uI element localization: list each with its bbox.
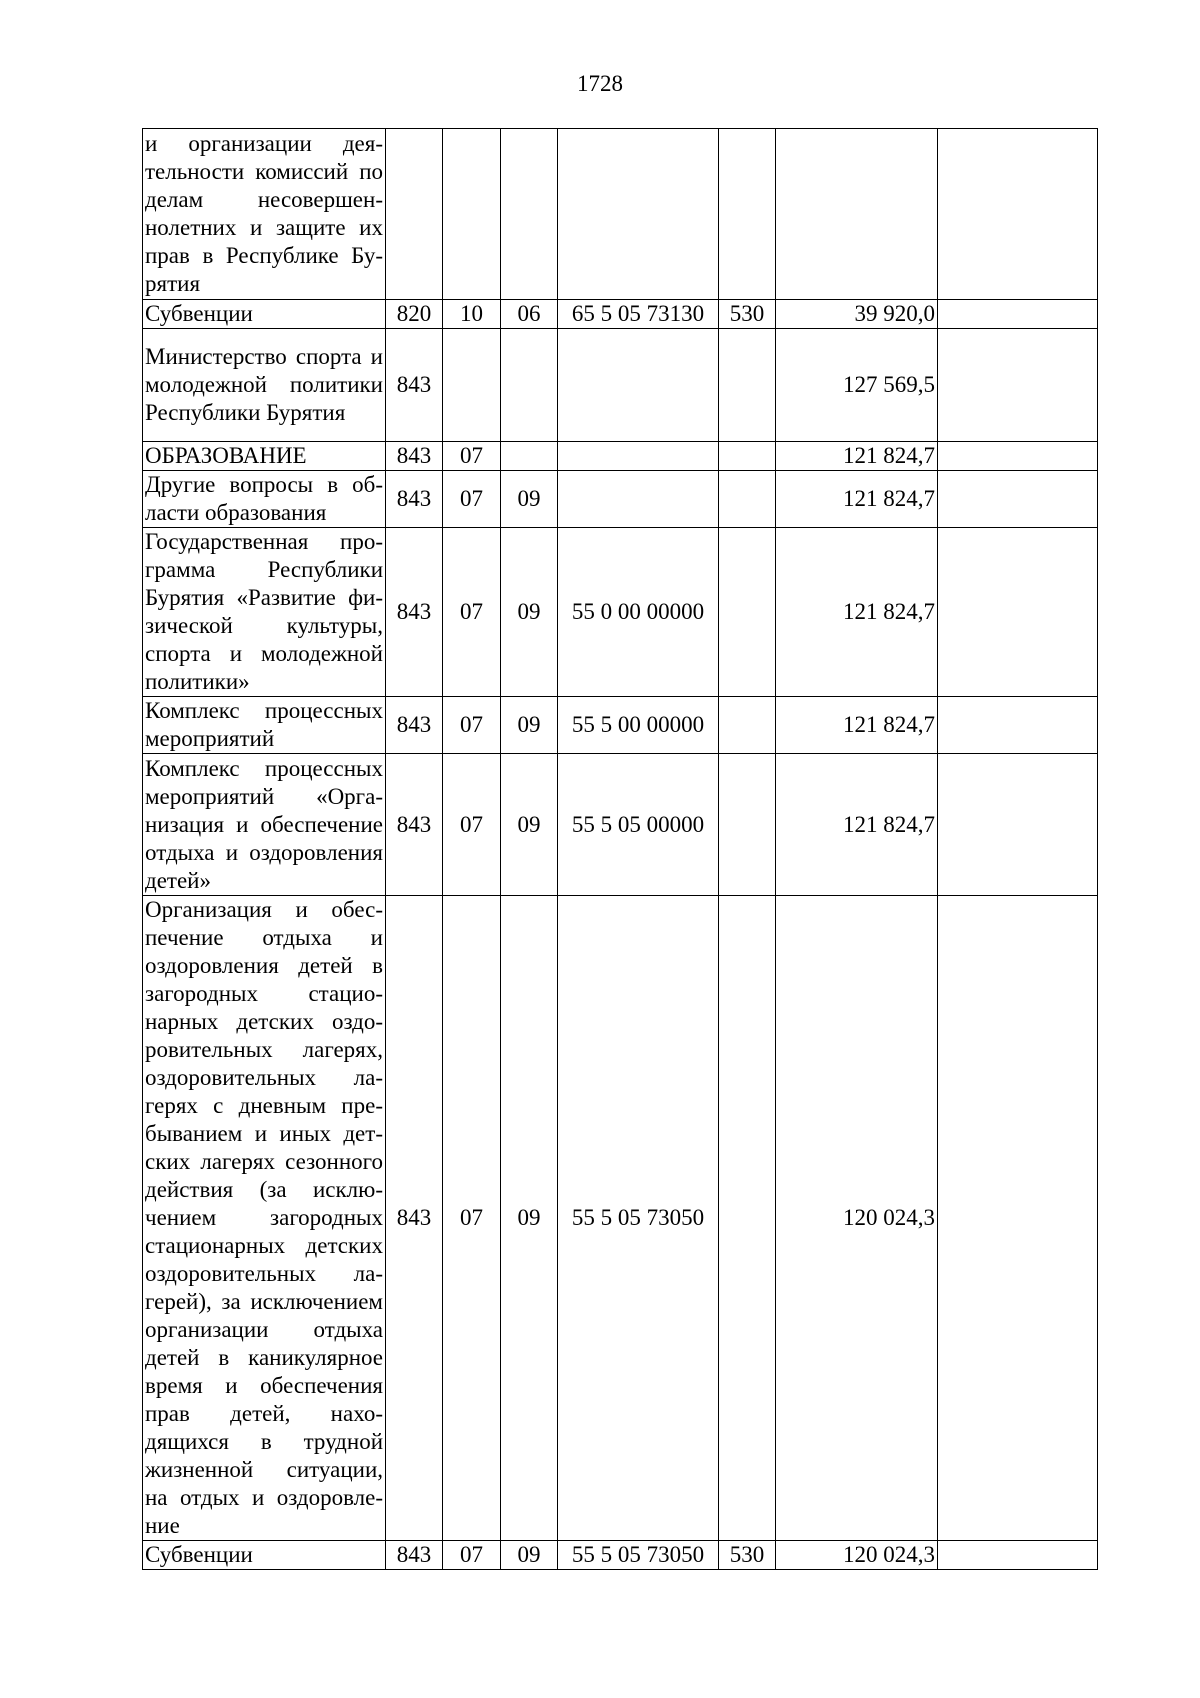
subsection-code-cell: 09 — [501, 471, 558, 528]
target-article-cell: 55 0 00 00000 — [558, 528, 719, 697]
table-row — [143, 697, 1098, 754]
table-row — [143, 1541, 1098, 1570]
expense-type-cell — [719, 528, 776, 697]
extra-cell — [938, 528, 1098, 697]
row-name-cell: Субвенции — [143, 1541, 386, 1570]
expense-type-cell — [719, 697, 776, 754]
target-article-cell — [558, 442, 719, 471]
sum-cell: 120 024,3 — [776, 1541, 938, 1570]
section-code-cell: 07 — [443, 442, 501, 471]
section-code-cell: 07 — [443, 1541, 501, 1570]
extra-cell — [938, 300, 1098, 329]
row-name-cell: Государственная программа Республики Бурятия «Развитие физической культуры, спорта и молодежной политики» — [143, 528, 386, 697]
expense-type-cell: 530 — [719, 300, 776, 329]
sum-cell: 121 824,7 — [776, 528, 938, 697]
sum-cell: 39 920,0 — [776, 300, 938, 329]
ministry-code-cell: 843 — [386, 471, 443, 528]
target-article-cell — [558, 329, 719, 442]
row-name-cell: и организации деятельности комиссий по делам несовершеннолетних и защите их прав в Республике Бурятия — [143, 129, 386, 300]
section-code-cell: 07 — [443, 528, 501, 697]
sum-cell: 121 824,7 — [776, 754, 938, 896]
subsection-code-cell — [501, 129, 558, 300]
row-name-cell: Организация и обеспечение отдыха и оздоровления детей в загородных стационарных детских оздоровительных лагерях, оздоровительных лагерях с дневным пребыванием и иных детских лагерях сезонного действия (за исключением загородных стационарных детских оздоровительных лагерей), за исключением организации отдыха детей в каникулярное время и обеспечения прав детей, находящихся в трудной жизненной ситуации, на отдых и оздоровление — [143, 896, 386, 1541]
row-name-cell: Комплекс процессных мероприятий «Организация и обеспечение отдыха и оздоровления детей» — [143, 754, 386, 896]
table-row — [143, 442, 1098, 471]
target-article-cell: 55 5 00 00000 — [558, 697, 719, 754]
subsection-code-cell: 09 — [501, 896, 558, 1541]
extra-cell — [938, 442, 1098, 471]
sum-cell: 121 824,7 — [776, 697, 938, 754]
sum-cell: 120 024,3 — [776, 896, 938, 1541]
subsection-code-cell: 06 — [501, 300, 558, 329]
target-article-cell — [558, 129, 719, 300]
table-row — [143, 528, 1098, 697]
extra-cell — [938, 697, 1098, 754]
sum-cell: 121 824,7 — [776, 471, 938, 528]
ministry-code-cell: 843 — [386, 1541, 443, 1570]
extra-cell — [938, 754, 1098, 896]
expense-type-cell — [719, 754, 776, 896]
section-code-cell: 07 — [443, 896, 501, 1541]
ministry-code-cell: 843 — [386, 329, 443, 442]
section-code-cell: 07 — [443, 754, 501, 896]
extra-cell — [938, 129, 1098, 300]
section-code-cell: 07 — [443, 697, 501, 754]
target-article-cell: 55 5 05 73050 — [558, 1541, 719, 1570]
expense-type-cell — [719, 896, 776, 1541]
row-name-cell: Другие вопросы в области образования — [143, 471, 386, 528]
ministry-code-cell: 843 — [386, 754, 443, 896]
ministry-code-cell: 843 — [386, 442, 443, 471]
subsection-code-cell: 09 — [501, 1541, 558, 1570]
sum-cell: 121 824,7 — [776, 442, 938, 471]
ministry-code-cell: 820 — [386, 300, 443, 329]
sum-cell — [776, 129, 938, 300]
extra-cell — [938, 329, 1098, 442]
section-code-cell: 07 — [443, 471, 501, 528]
row-name-cell: Комплекс процессных мероприятий — [143, 697, 386, 754]
subsection-code-cell: 09 — [501, 528, 558, 697]
table-row — [143, 129, 1098, 300]
page-number: 1728 — [577, 71, 623, 96]
subsection-code-cell: 09 — [501, 754, 558, 896]
subsection-code-cell — [501, 442, 558, 471]
table-row — [143, 754, 1098, 896]
subsection-code-cell — [501, 329, 558, 442]
section-code-cell — [443, 329, 501, 442]
extra-cell — [938, 471, 1098, 528]
extra-cell — [938, 1541, 1098, 1570]
section-code-cell — [443, 129, 501, 300]
table-row — [143, 300, 1098, 329]
row-name-cell: Министерство спорта и молодежной политики Республики Бурятия — [143, 329, 386, 442]
sum-cell: 127 569,5 — [776, 329, 938, 442]
ministry-code-cell: 843 — [386, 528, 443, 697]
table-row — [143, 329, 1098, 442]
target-article-cell: 55 5 05 00000 — [558, 754, 719, 896]
expense-type-cell — [719, 442, 776, 471]
subsection-code-cell: 09 — [501, 697, 558, 754]
section-code-cell: 10 — [443, 300, 501, 329]
ministry-code-cell: 843 — [386, 697, 443, 754]
ministry-code-cell: 843 — [386, 896, 443, 1541]
expense-type-cell: 530 — [719, 1541, 776, 1570]
expense-type-cell — [719, 471, 776, 528]
target-article-cell — [558, 471, 719, 528]
ministry-code-cell — [386, 129, 443, 300]
budget-table — [142, 128, 1098, 1570]
target-article-cell: 65 5 05 73130 — [558, 300, 719, 329]
extra-cell — [938, 896, 1098, 1541]
table-row — [143, 471, 1098, 528]
row-name-cell: Субвенции — [143, 300, 386, 329]
table-row — [143, 896, 1098, 1541]
target-article-cell: 55 5 05 73050 — [558, 896, 719, 1541]
expense-type-cell — [719, 329, 776, 442]
row-name-cell: ОБРАЗОВАНИЕ — [143, 442, 386, 471]
expense-type-cell — [719, 129, 776, 300]
